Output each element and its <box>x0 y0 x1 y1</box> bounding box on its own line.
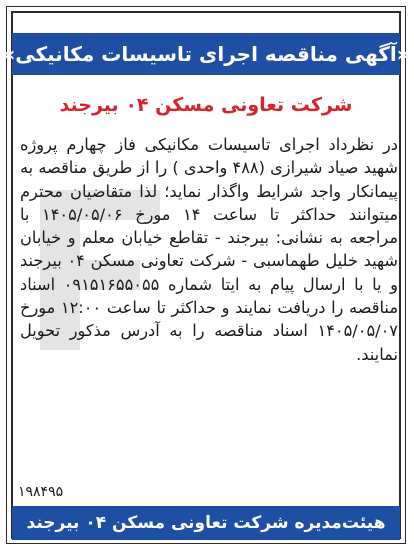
footer-band <box>12 506 400 540</box>
company-name: شرکت تعاونی مسکن ۰۴ بیرجند <box>59 94 353 116</box>
header-band <box>2 33 410 75</box>
ad-title: «آگهی مناقصه اجرای تاسیسات مکانیکی» <box>2 42 410 66</box>
ad-body-text: در نظرداد اجرای تاسیسات مکانیکی فاز چهارم پروژه شهید صیاد شیرازی (۴۸۸ واحدی ) را از طریق مناقصه به پیمانکار واجد شرایط واگذار نماید؛ لذا متقاضیان محترم میتوانند حداکثر تا ساعت ۱۴ مورخ ۱۴۰۵/۰۵/۰۶ با مراجعه به نشانی: بیرجند - تقاطع خیابان معلم و خیابان شهید خلیل طهماسبی - شرکت تعاونی مسکن ۰۴ بیرجند و یا با ارسال پیام به ایتا شماره ۰۹۱۵۱۶۵۵۰۵۵ اسناد مناقصه را دریافت نمایند و حداکثر تا ساعت ۱۲:۰۰ مورخ ۱۴۰۵/۰۵/۰۷ اسناد مناقصه را به آدرس مذکور تحویل نمایند. <box>20 135 398 364</box>
reference-number: ۱۹۸۴۹۵ <box>18 484 64 500</box>
footer-signature: هیئت‌مدیره شرکت تعاونی مسکن ۰۴ بیرجند <box>26 513 386 533</box>
